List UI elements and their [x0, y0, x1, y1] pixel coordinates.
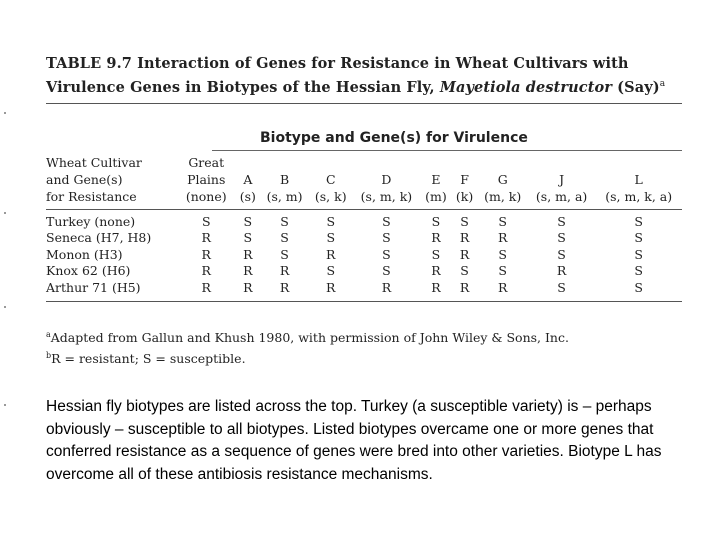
reaction-cell: S	[557, 230, 566, 246]
margin-dot	[4, 306, 6, 308]
biotype-name: L	[634, 172, 643, 187]
reaction-cell: S	[557, 246, 566, 262]
table-row	[46, 247, 682, 263]
column-header-biotype	[452, 154, 478, 210]
header-row	[46, 154, 682, 210]
biotype-genes: (s)	[239, 189, 256, 204]
cultivar-header-line: Wheat Cultivar	[46, 155, 142, 170]
table-title-text: TABLE 9.7 Interaction of Genes for Resistance in Wheat Cultivars with Virulence Genes in Biotypes of the Hessian Fly,	[46, 55, 629, 96]
table-title-author: (Say)	[612, 78, 660, 96]
reaction-cell: S	[280, 230, 289, 246]
title-rule	[46, 103, 682, 104]
reaction-cell: S	[326, 230, 336, 246]
table-footnotes	[46, 326, 569, 368]
footnote-text: R = resistant; S = susceptible.	[51, 351, 246, 367]
reaction-cell: R	[497, 230, 508, 246]
column-header-biotype	[528, 154, 596, 210]
reaction-cell: S	[382, 263, 391, 279]
biotype-name: G	[497, 172, 508, 187]
biotype-genes: (m, k)	[484, 189, 522, 204]
column-header-biotype	[260, 154, 309, 210]
biotype-genes: (m)	[425, 189, 447, 204]
reaction-cell: S	[557, 214, 566, 229]
reaction-cell: S	[326, 214, 336, 229]
column-header-biotype	[420, 154, 451, 210]
column-header-biotype	[309, 154, 353, 210]
reaction-cell: S	[498, 263, 507, 279]
genes-table	[46, 154, 682, 302]
biotype-name: B	[279, 172, 290, 187]
biotype-name: F	[460, 172, 469, 187]
reaction-cell: S	[634, 230, 643, 246]
reaction-cell: S	[634, 214, 643, 229]
cultivar-header-line: for Resistance	[46, 189, 137, 204]
column-header-biotype	[236, 154, 261, 210]
reaction-cell: S	[634, 263, 643, 279]
biotype-name: Great Plains	[187, 155, 226, 187]
table-title	[46, 54, 682, 98]
reaction-cell: S	[460, 263, 469, 279]
cultivar-cell: Turkey (none)	[46, 214, 136, 229]
reaction-cell: S	[201, 214, 211, 229]
reaction-cell: R	[459, 246, 470, 262]
table-row	[46, 280, 682, 302]
column-header-biotype	[478, 154, 528, 210]
cultivar-cell: Seneca (H7, H8)	[46, 230, 152, 246]
footnote-mark: b	[46, 351, 52, 361]
column-header-biotype	[353, 154, 421, 210]
footnote-text: Adapted from Gallun and Khush 1980, with permission of John Wiley & Sons, Inc.	[50, 330, 569, 346]
column-header-biotype	[595, 154, 682, 210]
reaction-cell: R	[459, 230, 470, 246]
reaction-cell: S	[382, 230, 391, 246]
reaction-cell: R	[420, 280, 451, 302]
reaction-cell: R	[243, 246, 253, 262]
cultivar-cell: Monon (H3)	[46, 246, 123, 262]
biotype-name: A	[243, 172, 253, 187]
table-row	[46, 230, 682, 246]
reaction-cell: R	[556, 263, 567, 279]
cultivar-cell: Arthur 71 (H5)	[46, 280, 177, 302]
scanned-table	[46, 54, 682, 295]
biotype-genes: (none)	[185, 189, 227, 204]
biotype-span-header: Biotype and Gene(s) for Virulence	[260, 130, 528, 146]
biotype-name: D	[381, 172, 392, 187]
reaction-cell: R	[260, 280, 309, 302]
reaction-cell: S	[280, 214, 289, 229]
title-footnote-mark: a	[659, 79, 666, 89]
reaction-cell: S	[280, 246, 289, 262]
reaction-cell: R	[326, 246, 336, 262]
column-header-biotype	[177, 154, 236, 210]
biotype-genes: (s, m, k)	[360, 189, 413, 204]
reaction-cell: S	[382, 246, 391, 262]
reaction-cell: S	[243, 230, 253, 246]
reaction-cell: S	[431, 214, 441, 229]
column-header-cultivar	[46, 154, 177, 210]
biotype-genes: (s, m, k, a)	[605, 189, 673, 204]
reaction-cell: S	[382, 214, 391, 229]
reaction-cell: S	[460, 214, 469, 229]
species-name: Mayetiola destructor	[439, 78, 613, 96]
caption-text: Hessian fly biotypes are listed across the top. Turkey (a susceptible variety) is – perhaps obviously – susceptible to all biotypes. Listed biotypes overcame one or more genes that conferred resistance as a sequence of genes were bred into other varieties. Biotype L has overcome all of these antibiosis resistance mechanisms.	[46, 398, 662, 483]
reaction-cell: S	[243, 214, 253, 229]
reaction-cell: S	[498, 214, 507, 229]
biotype-genes: (k)	[455, 189, 474, 204]
reaction-cell: R	[201, 246, 211, 262]
biotype-genes: (s, m, a)	[535, 189, 588, 204]
footnote-mark: a	[46, 330, 51, 339]
reaction-cell: R	[431, 230, 441, 246]
reaction-cell: R	[478, 280, 528, 302]
reaction-cell: R	[236, 280, 261, 302]
reaction-cell: R	[431, 263, 441, 279]
reaction-cell: S	[528, 280, 596, 302]
biotype-genes: (s, m)	[266, 189, 303, 204]
margin-dot	[4, 404, 6, 406]
reaction-cell: R	[353, 280, 421, 302]
reaction-cell: R	[279, 263, 290, 279]
table-row	[46, 263, 682, 279]
table-row	[46, 210, 682, 231]
reaction-cell: S	[431, 246, 441, 262]
reaction-cell: S	[634, 246, 643, 262]
reaction-cell: R	[201, 230, 211, 246]
footnote-a	[46, 326, 569, 347]
biotype-genes: (s, k)	[314, 189, 347, 204]
footnote-b	[46, 347, 569, 368]
biotype-name: J	[559, 172, 565, 187]
margin-dot	[4, 212, 6, 214]
biotype-name: E	[431, 172, 441, 187]
cultivar-header-line: and Gene(s)	[46, 172, 123, 187]
span-header-rule	[212, 150, 682, 151]
reaction-cell: S	[326, 263, 336, 279]
cultivar-cell: Knox 62 (H6)	[46, 263, 131, 279]
biotype-name: C	[325, 172, 336, 187]
reaction-cell: R	[309, 280, 353, 302]
reaction-cell: R	[201, 263, 211, 279]
reaction-cell: R	[243, 263, 253, 279]
margin-dot	[4, 112, 6, 114]
reaction-cell: R	[452, 280, 478, 302]
reaction-cell: S	[595, 280, 682, 302]
reaction-cell: S	[498, 246, 507, 262]
reaction-cell: R	[177, 280, 236, 302]
